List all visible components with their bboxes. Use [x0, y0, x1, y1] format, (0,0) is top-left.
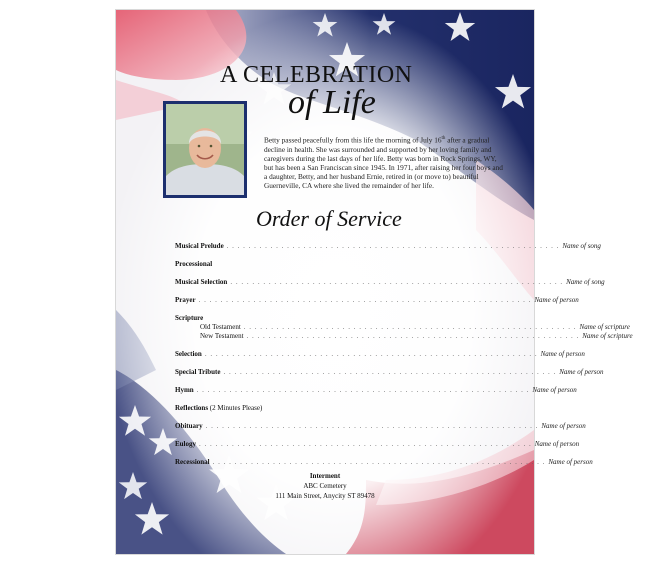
service-item-prayer [175, 295, 579, 305]
interment-place: ABC Cemetery [303, 482, 347, 490]
service-item-label: Musical Selection [175, 278, 228, 286]
dot-leader: . . . . . . . . . . . . . . . . . . . . . . . . . . . . . . . . . . . . . . . . . . . . . . . . . . . . . . . . . . . . . [243, 323, 577, 331]
dot-leader: . . . . . . . . . . . . . . . . . . . . . . . . . . . . . . . . . . . . . . . . . . . . . . . . . . . . . . . . . . . . . [204, 350, 538, 358]
service-item-value: Name of person [541, 422, 586, 430]
service-item-value: Name of person [540, 350, 585, 358]
service-item-label: Processional [175, 260, 213, 268]
dot-leader: . . . . . . . . . . . . . . . . . . . . . . . . . . . . . . . . . . . . . . . . . . . . . . . . . . . . . . . . . . . . . [199, 440, 532, 448]
bio-text-1: Betty passed peacefully from this life the morning of July 16 [264, 135, 442, 145]
service-item-label: Hymn [175, 386, 194, 394]
service-item-value: Name of scripture [579, 323, 630, 331]
service-item-value: Name of person [559, 368, 604, 376]
title-line-2: of Life [288, 84, 376, 121]
service-item-label: Old Testament [200, 323, 241, 331]
service-item-value: Name of scripture [582, 332, 633, 340]
service-item-new-testament [175, 331, 633, 341]
service-item-label: Recessional [175, 458, 210, 466]
service-item-label: New Testament [200, 332, 244, 340]
service-item-value: Name of song [562, 242, 601, 250]
portrait-photo [163, 101, 247, 198]
dot-leader: . . . . . . . . . . . . . . . . . . . . . . . . . . . . . . . . . . . . . . . . . . . . . . . . . . . . . . . . . . . . . [205, 422, 539, 430]
service-item-selection [175, 349, 585, 359]
service-item-value: Name of person [548, 458, 593, 466]
title-line-1: A CELEBRATION [220, 62, 413, 88]
service-item-eulogy [175, 439, 580, 449]
dot-leader: . . . . . . . . . . . . . . . . . . . . . . . . . . . . . . . . . . . . . . . . . . . . . . . . . . . . . . . . . . . . . [226, 242, 560, 250]
program-page [116, 10, 633, 554]
service-item-musical-selection [175, 277, 605, 287]
service-item-value: Name of song [566, 278, 605, 286]
service-item-value: Name of person [534, 440, 580, 448]
interment-address: 111 Main Street, Anycity ST 89478 [275, 492, 375, 500]
service-item-processional [175, 259, 469, 269]
service-item-label: Musical Prelude [175, 242, 224, 250]
service-item-value: Name of person [534, 296, 579, 304]
service-item-recessional [175, 457, 593, 467]
service-item-label: Scripture [175, 314, 204, 322]
service-item-special-tribute [175, 367, 604, 377]
interment-block [116, 471, 534, 501]
service-item-hymn [175, 385, 577, 395]
order-of-service-heading: Order of Service [256, 206, 402, 231]
interment-heading: Interment [309, 472, 341, 480]
dot-leader: . . . . . . . . . . . . . . . . . . . . . . . . . . . . . . . . . . . . . . . . . . . . . . . . . . . . . . . . . . . . . [212, 458, 546, 466]
service-item-label: Reflections [175, 404, 209, 412]
dot-leader: . . . . . . . . . . . . . . . . . . . . . . . . . . . . . . . . . . . . . . . . . . . . . . . . . . . . . . . . . . . . . [198, 296, 532, 304]
service-item-value: Name of person [532, 386, 577, 394]
bio-text-2: after a gradual decline in health. She was surrounded and supported by her loving family and caregivers during the last days of her life. Betty was born in Rock Springs, WY, but has been a San Franciscan since 1945. In 1971, after raising her four boys and a daughter, Betty, and her husband Ernie, retired in (or move to) beautiful Guerneville, CA where she lived the remainder of her life. [264, 135, 503, 190]
service-item-label: Obituary [175, 422, 203, 430]
dot-leader: . . . . . . . . . . . . . . . . . . . . . . . . . . . . . . . . . . . . . . . . . . . . . . . . . . . . . . . . . . . . . [230, 278, 564, 286]
service-item-label: Prayer [175, 296, 196, 304]
obituary-paragraph [264, 134, 504, 190]
service-item-musical-prelude [175, 241, 601, 251]
dot-leader: . . . . . . . . . . . . . . . . . . . . . . . . . . . . . . . . . . . . . . . . . . . . . . . . . . . . . . . . . . . . . [223, 368, 557, 376]
service-item-note: (2 Minutes Please) [208, 404, 263, 412]
service-item-label: Selection [175, 350, 202, 358]
service-item-reflections [175, 403, 469, 413]
service-item-label: Eulogy [175, 440, 197, 448]
dot-leader: . . . . . . . . . . . . . . . . . . . . . . . . . . . . . . . . . . . . . . . . . . . . . . . . . . . . . . . . . . . . . [246, 332, 580, 340]
service-item-label: Special Tribute [175, 368, 221, 376]
service-item-obituary [175, 421, 586, 431]
bio-superscript: th [441, 136, 446, 141]
dot-leader: . . . . . . . . . . . . . . . . . . . . . . . . . . . . . . . . . . . . . . . . . . . . . . . . . . . . . . . . . . . . . [196, 386, 530, 394]
portrait-image [166, 104, 244, 195]
